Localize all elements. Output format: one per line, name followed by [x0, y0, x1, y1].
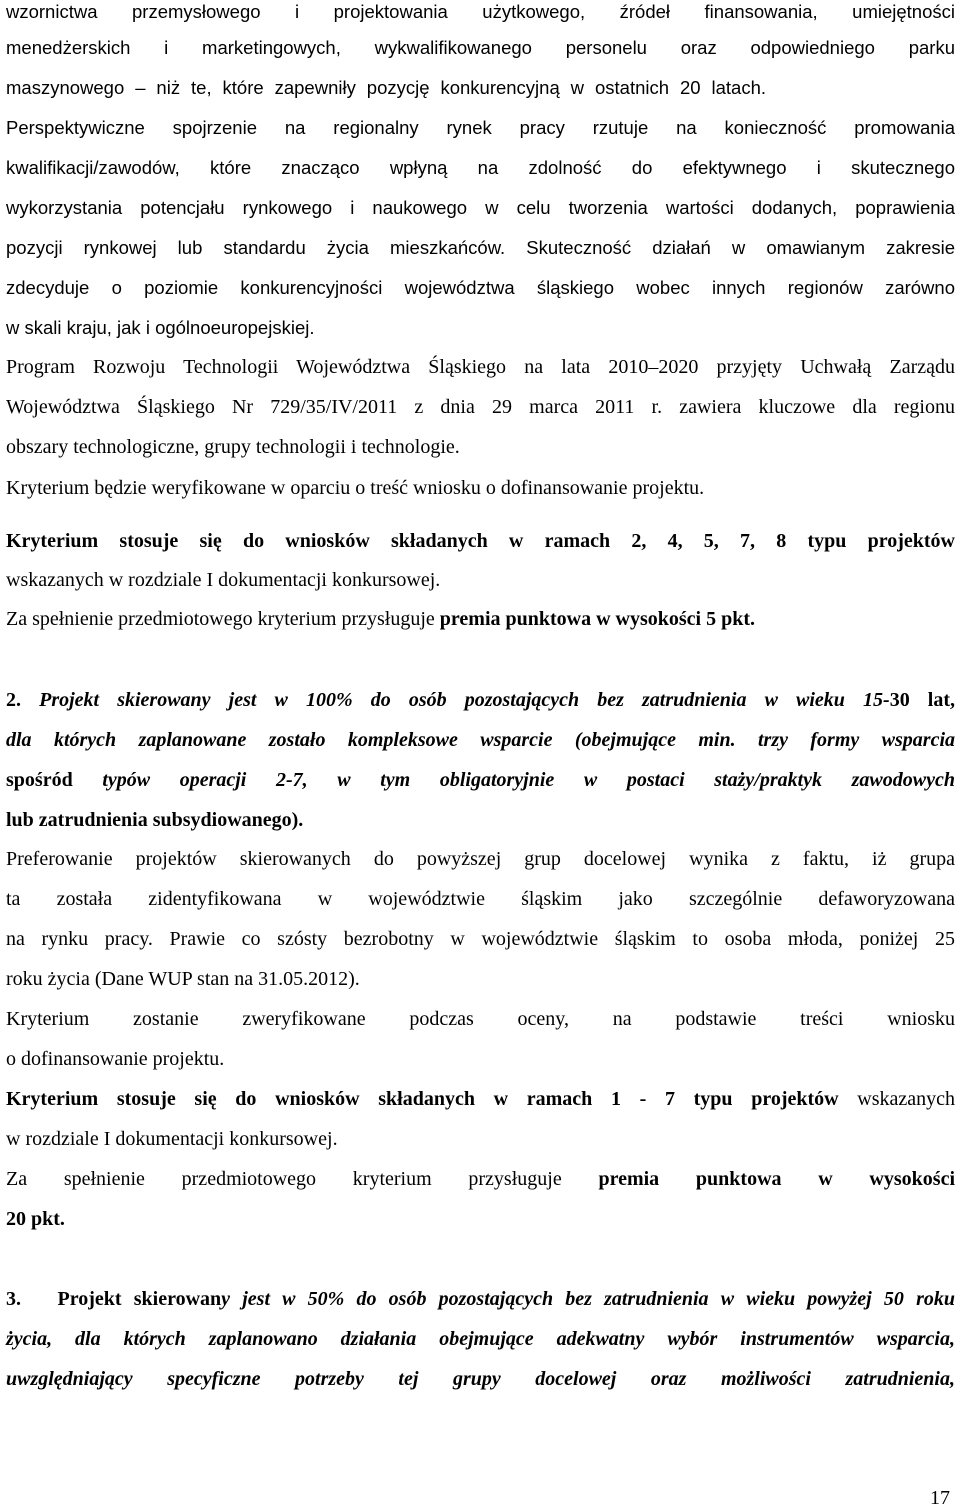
text-line: menedżerskich i marketingowych, wykwalifikowanego personelu oraz odpowiedniego parku	[6, 37, 955, 58]
criterion-premium: Za spełnienie przedmiotowego kryterium przysługuje premia punktowa w wysokości	[6, 1168, 955, 1190]
text-line: kwalifikacji/zawodów, które znacząco wpłyną na zdolność do efektywnego i skutecznego	[6, 157, 955, 178]
text-line: spośród typów operacji 2-7, w tym obligatoryjnie w postaci staży/praktyk zawodowych	[6, 769, 955, 791]
text-line: na rynku pracy. Prawie co szósty bezrobotny w województwie śląskim to osoba młoda, poniżej 25	[6, 928, 955, 950]
criterion-applies: Kryterium stosuje się do wniosków składanych w ramach 1 - 7 typu projektów wskazanych	[6, 1088, 955, 1110]
text-line: roku życia (Dane WUP stan na 31.05.2012).	[6, 968, 360, 990]
text-line: Preferowanie projektów skierowanych do powyższej grup docelowej wynika z faktu, iż grupa	[6, 848, 955, 870]
text-line: w skali kraju, jak i ogólnoeuropejskiej.	[6, 317, 315, 338]
text-line: ta została zidentyfikowana w województwie śląskim jako szczególnie defaworyzowana	[6, 888, 955, 910]
text-line: w rozdziale I dokumentacji konkursowej.	[6, 1128, 338, 1150]
text-line: Program Rozwoju Technologii Województwa Śląskiego na lata 2010–2020 przyjęty Uchwałą Zarządu	[6, 356, 955, 378]
text-line: Kryterium będzie weryfikowane w oparciu o treść wniosku o dofinansowanie projektu.	[6, 477, 705, 499]
text-line: Województwa Śląskiego Nr 729/35/IV/2011 z dnia 29 marca 2011 r. zawiera kluczowe dla regionu	[6, 396, 955, 418]
text-line: życia, dla których zaplanowano działania obejmujące adekwatny wybór instrumentów wsparcia,	[6, 1328, 955, 1350]
text-line: pozycji rynkowej lub standardu życia mieszkańców. Skuteczność działań w omawianym zakresie	[6, 237, 956, 258]
item-2-heading: 2. Projekt skierowany jest w 100% do osób pozostających bez zatrudnienia w wieku 15-30 lat,	[6, 689, 956, 711]
text-line: uwzględniający specyficzne potrzeby tej grupy docelowej oraz możliwości zatrudnienia,	[6, 1368, 955, 1390]
text-line: wykorzystania potencjału rynkowego i naukowego w celu tworzenia wartości dodanych, poprawienia	[6, 197, 955, 218]
item-3-heading: 3. Projekt skierowany jest w 50% do osób pozostających bez zatrudnienia w wieku powyżej 50 roku	[6, 1288, 955, 1310]
text-line: Kryterium zostanie zweryfikowane podczas oceny, na podstawie treści wniosku	[6, 1008, 955, 1030]
text-line: zdecyduje o poziomie konkurencyjności województwa śląskiego wobec innych regionów zarówno	[6, 277, 955, 298]
text-line: o dofinansowanie projektu.	[6, 1048, 225, 1070]
text-line: lub zatrudnienia subsydiowanego).	[6, 809, 304, 831]
text-line: Perspektywiczne spojrzenie na regionalny rynek pracy rzutuje na konieczność promowania	[6, 117, 955, 138]
criterion-premium: Za spełnienie przedmiotowego kryterium przysługuje premia punktowa w wysokości 5 pkt.	[6, 608, 756, 630]
text-line: wskazanych w rozdziale I dokumentacji konkursowej.	[6, 569, 441, 591]
text-line: dla których zaplanowane zostało kompleksowe wsparcie (obejmujące min. trzy formy wsparcia	[6, 729, 955, 751]
text-line: obszary technologiczne, grupy technologii i technologie.	[6, 436, 460, 458]
page-number: 17	[930, 1487, 950, 1509]
text-line: maszynowego – niż te, które zapewniły pozycję konkurencyjną w ostatnich 20 latach.	[6, 77, 766, 98]
criterion-applies: Kryterium stosuje się do wniosków składanych w ramach 2, 4, 5, 7, 8 typu projektów	[6, 530, 955, 552]
text-line: wzornictwa przemysłowego i projektowania użytkowego, źródeł finansowania, umiejętności	[6, 1, 955, 22]
text-line: 20 pkt.	[6, 1208, 65, 1230]
